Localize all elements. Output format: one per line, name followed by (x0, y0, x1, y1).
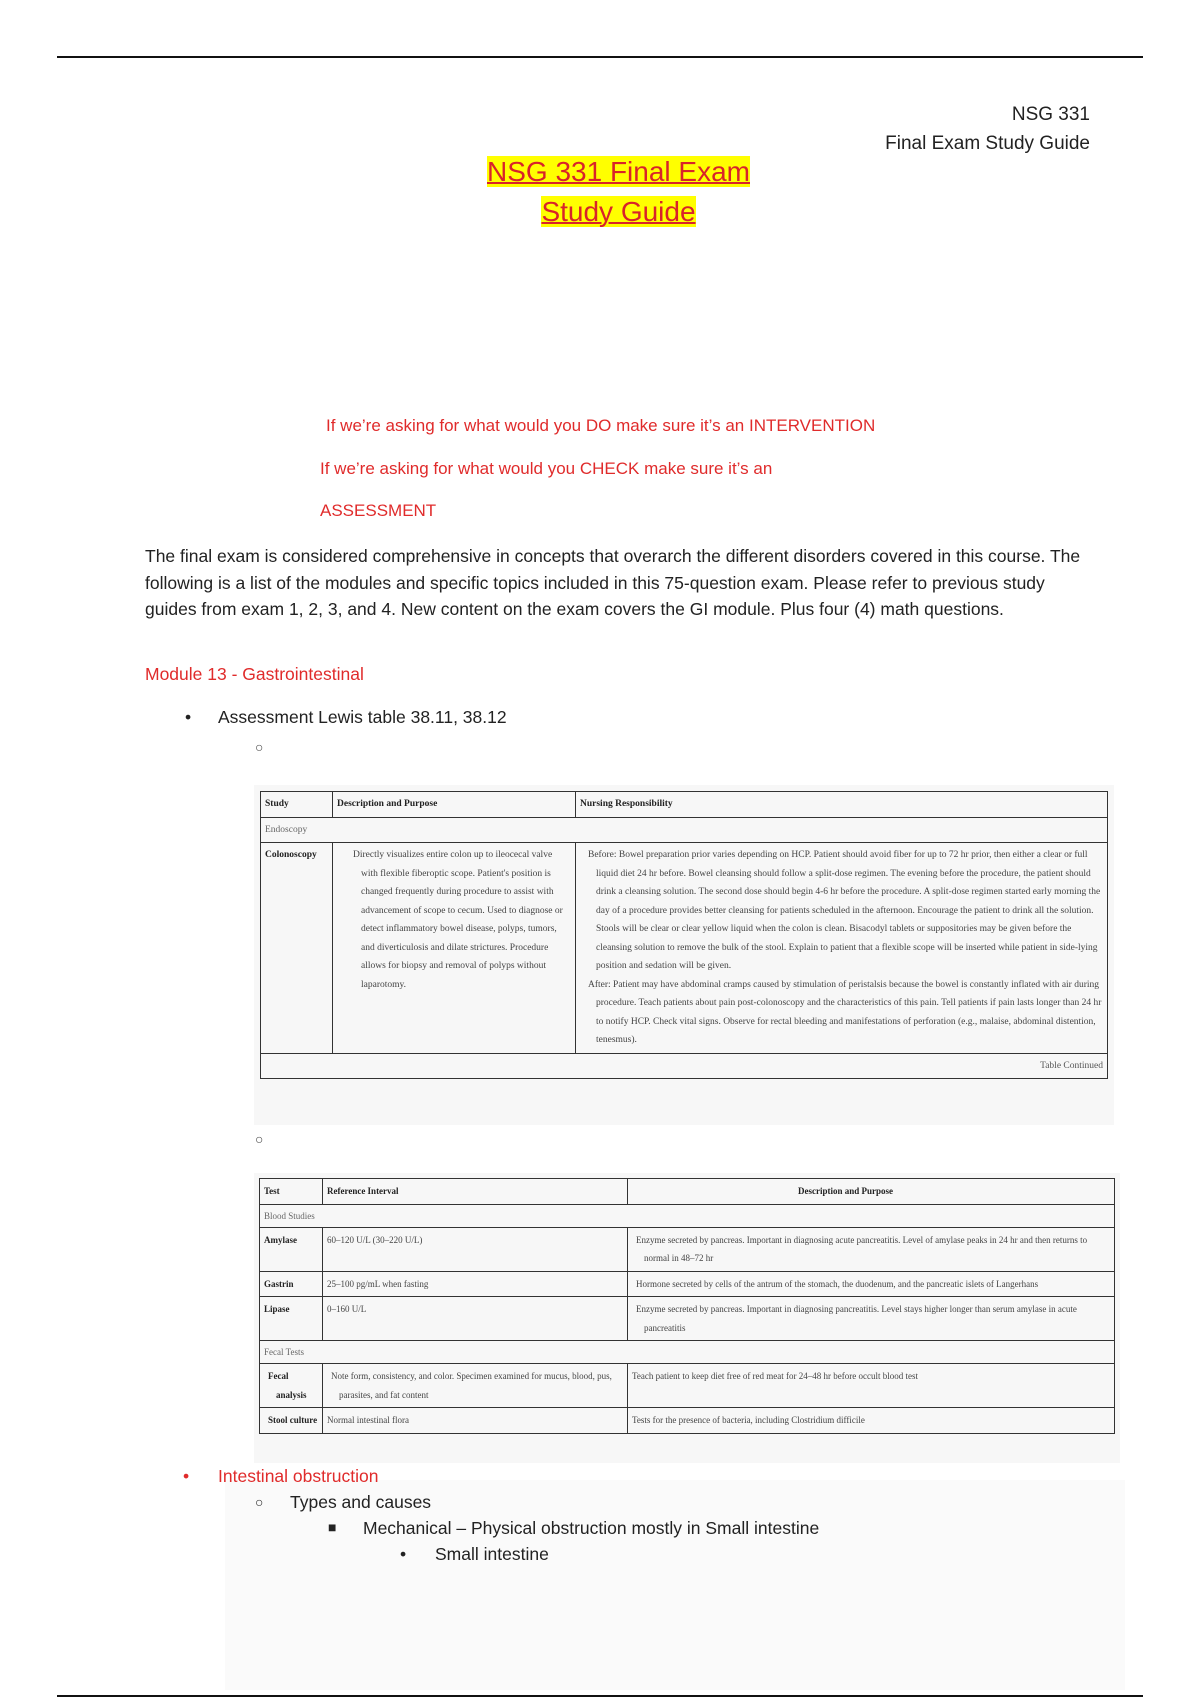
table2-cell-ref: Normal intestinal flora (323, 1408, 628, 1434)
colonoscopy-table-image (254, 785, 1114, 1125)
table-row (260, 1297, 1115, 1341)
table1-header-nursing: Nursing Responsibility (576, 792, 1108, 818)
bullet-dot-icon: • (183, 1466, 190, 1486)
note-check: If we’re asking for what would you CHECK make sure it’s an (320, 459, 773, 478)
table1-header-description: Description and Purpose (333, 792, 576, 818)
lab-table-image (254, 1173, 1120, 1463)
table-row (260, 1271, 1115, 1297)
table2-cell-test: Lipase (260, 1297, 323, 1341)
page-header (885, 100, 1090, 158)
bullet-small-intestine-text: Small intestine (435, 1544, 549, 1564)
note-assessment: ASSESSMENT (320, 501, 437, 520)
table2-cell-ref: 60–120 U/L (30–220 U/L) (323, 1227, 628, 1271)
sub-bullet-circle-2: ○ (255, 1131, 264, 1147)
table1-section: Endoscopy (261, 817, 1108, 843)
bullet-intestinal-text: Intestinal obstruction (218, 1466, 379, 1486)
note-intervention: If we’re asking for what would you DO make sure it’s an INTERVENTION (326, 416, 876, 435)
table1-footer: Table Continued (261, 1053, 1108, 1079)
title-line-2: Study Guide (541, 196, 696, 227)
sub-bullet-circle-1: ○ (255, 739, 264, 755)
lab-table (259, 1178, 1115, 1434)
table2-section-fecal: Fecal Tests (260, 1341, 1115, 1364)
table2-cell-test: Amylase (260, 1227, 323, 1271)
table1-study-name: Colonoscopy (261, 843, 333, 1054)
table2-section-blood: Blood Studies (260, 1204, 1115, 1227)
header-course: NSG 331 (1011, 104, 1090, 125)
bullet-dot-icon: • (400, 1544, 407, 1564)
table-row (260, 1227, 1115, 1271)
square-bullet-icon: ■ (328, 1519, 337, 1535)
bullet-intestinal (183, 1466, 379, 1487)
table2-header-test: Test (260, 1179, 323, 1205)
bullet-assessment-text: Assessment Lewis table 38.11, 38.12 (218, 707, 507, 727)
top-rule (57, 56, 1143, 58)
table2-cell-desc: Tests for the presence of bacteria, including Clostridium difficile (628, 1408, 1115, 1434)
sub-bullet-types-text: Types and causes (290, 1492, 432, 1512)
table-row (260, 1408, 1115, 1434)
document-title (0, 152, 1200, 232)
header-subtitle: Final Exam Study Guide (885, 133, 1090, 154)
sub-sub-bullet-mechanical-text: Mechanical – Physical obstruction mostly in Small intestine (363, 1518, 820, 1538)
table1-after: After: Patient may have abdominal cramps caused by stimulation of peristalsis because the bowel is constantly inflated with air during procedure. Teach patients about pain post-colonoscopy and the characteristics of this pain. Tell patients if pain lasts longer than 24 hr to notify HCP. Check vital signs. Observe for rectal bleeding and manifestations of perforation (e.g., malaise, abdominal distention, tenesmus). (588, 979, 1102, 1045)
table2-cell-test: Gastrin (260, 1271, 323, 1297)
bottom-rule (57, 1695, 1143, 1697)
circle-bullet-icon: ○ (255, 1494, 264, 1510)
sub-sub-bullet-mechanical (328, 1518, 819, 1539)
sub-bullet-types (255, 1492, 431, 1513)
table2-cell-ref: 25–100 pg/mL when fasting (323, 1271, 628, 1297)
table2-header-description: Description and Purpose (628, 1179, 1115, 1205)
table2-cell-desc: Teach patient to keep diet free of red meat for 24–48 hr before occult blood test (628, 1364, 1115, 1408)
module-heading: Module 13 - Gastrointestinal (145, 664, 364, 684)
table2-cell-desc: Hormone secreted by cells of the antrum of the stomach, the duodenum, and the pancreatic islets of Langerhans (628, 1271, 1115, 1297)
table2-header-reference: Reference Interval (323, 1179, 628, 1205)
table2-cell-desc: Enzyme secreted by pancreas. Important in diagnosing pancreatitis. Level stays higher longer than serum amylase in acute pancreatitis (628, 1297, 1115, 1341)
title-line-1: NSG 331 Final Exam (487, 156, 750, 187)
bullet-small-intestine (400, 1544, 549, 1565)
table1-before: Before: Bowel preparation prior varies depending on HCP. Patient should avoid fiber for up to 72 hr prior, then either a clear or full liquid diet 24 hr before. Bowel cleansing should follow a split-dose regimen. The evening before the procedure, the patient should drink a cleansing solution. The second dose should begin 4-6 hr before the procedure. A split-dose regimen started early morning the day of a procedure provides better cleansing for patients scheduled in the afternoon. Encourage the patient to drink all the solution. Stools will be clear or clear yellow liquid when the colon is clean. Bisacodyl tablets or suppositories may be given before the cleansing solution to remove the bulk of the stool. Explain to patient that a flexible scope will be inserted while patient in side-lying position and sedation will be given. (588, 850, 1101, 971)
table1-description: Directly visualizes entire colon up to ileocecal valve with flexible fiberoptic scope. Patient's position is changed frequently during procedure to assist with advancement of scope to cecum. Used to diagnose or detect inflammatory bowel disease, polyps, tumors, and diverticulosis and dilate strictures. Procedure allows for biopsy and removal of polyps without laparotomy. (333, 843, 576, 1054)
table1-header-study: Study (261, 792, 333, 818)
bullet-assessment (185, 707, 507, 728)
table2-cell-test: Stool culture (260, 1408, 323, 1434)
table2-cell-ref: 0–160 U/L (323, 1297, 628, 1341)
intro-paragraph: The final exam is considered comprehensive in concepts that overarch the different disorders covered in this course. The following is a list of the modules and specific topics included in this 75-question exam. Please refer to previous study guides from exam 1, 2, 3, and 4. New content on the exam covers the GI module. Plus four (4) math questions. (145, 546, 1081, 619)
table-row (260, 1364, 1115, 1408)
table2-cell-desc: Enzyme secreted by pancreas. Important in diagnosing acute pancreatitis. Level of amylase peaks in 24 hr and then returns to normal in 48–72 hr (628, 1227, 1115, 1271)
colonoscopy-table (260, 791, 1108, 1079)
bullet-dot-icon: • (185, 707, 192, 727)
table2-cell-test: Fecal analysis (260, 1364, 323, 1408)
table2-cell-ref: Note form, consistency, and color. Specimen examined for mucus, blood, pus, parasites, and fat content (323, 1364, 628, 1408)
